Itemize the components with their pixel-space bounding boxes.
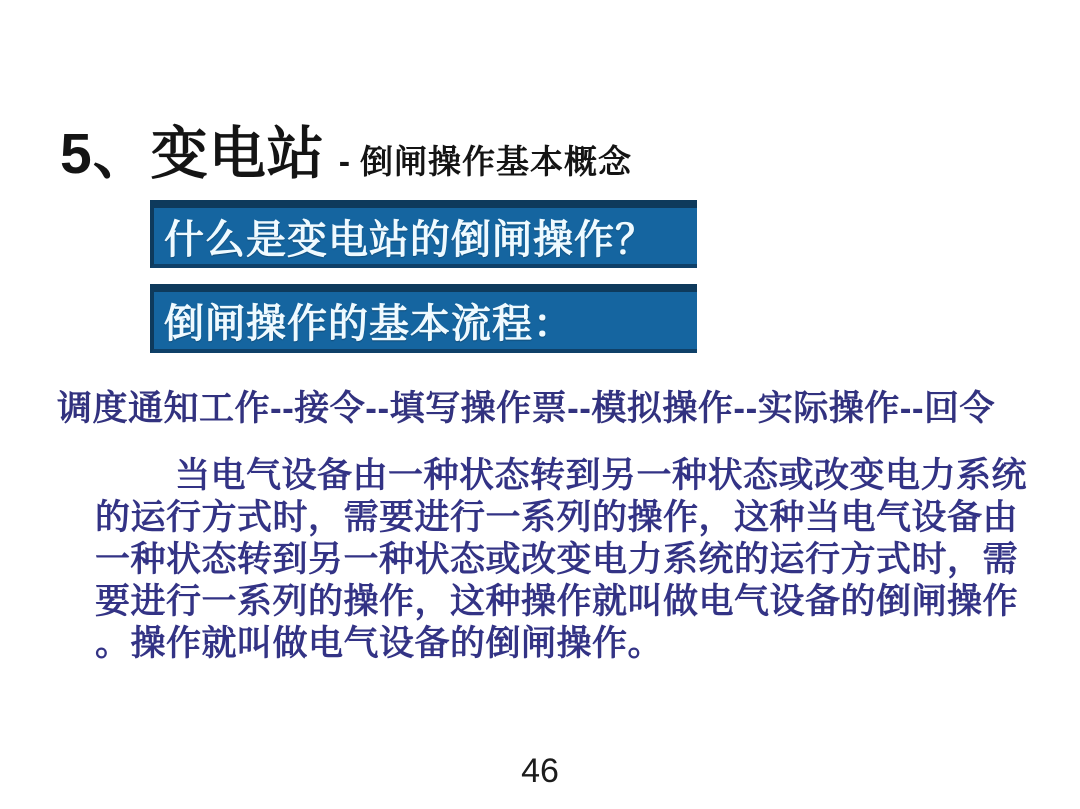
process-banner [150,284,697,353]
page-number: 46 [521,752,559,790]
paragraph-line: 要进行一系列的操作，这种操作就叫做电气设备的倒闸操作 [95,582,1019,621]
paragraph-line: 一种状态转到另一种状态或改变电力系统的运行方式时，需 [95,540,1019,579]
paragraph-line: 。操作就叫做电气设备的倒闸操作。 [95,624,664,663]
question-banner-label: 什么是变电站的倒闸操作？ [164,217,656,262]
paragraph-line: 当电气设备由一种状态转到另一种状态或改变电力系统 [175,456,1028,495]
process-banner-label: 倒闸操作的基本流程： [164,302,574,346]
title-main: 5、变电站 [60,122,325,186]
paragraph-line: 的运行方式时，需要进行一系列的操作，这种当电气设备由 [95,498,1019,537]
title-subtitle: 倒闸操作基本概念 [360,143,633,180]
slide-title [60,108,632,190]
title-separator: - [338,143,351,181]
question-banner [150,200,697,268]
definition-paragraph [95,455,1028,665]
operation-flow-sequence: 调度通知工作--接令--填写操作票--模拟操作--实际操作--回令 [57,389,996,428]
